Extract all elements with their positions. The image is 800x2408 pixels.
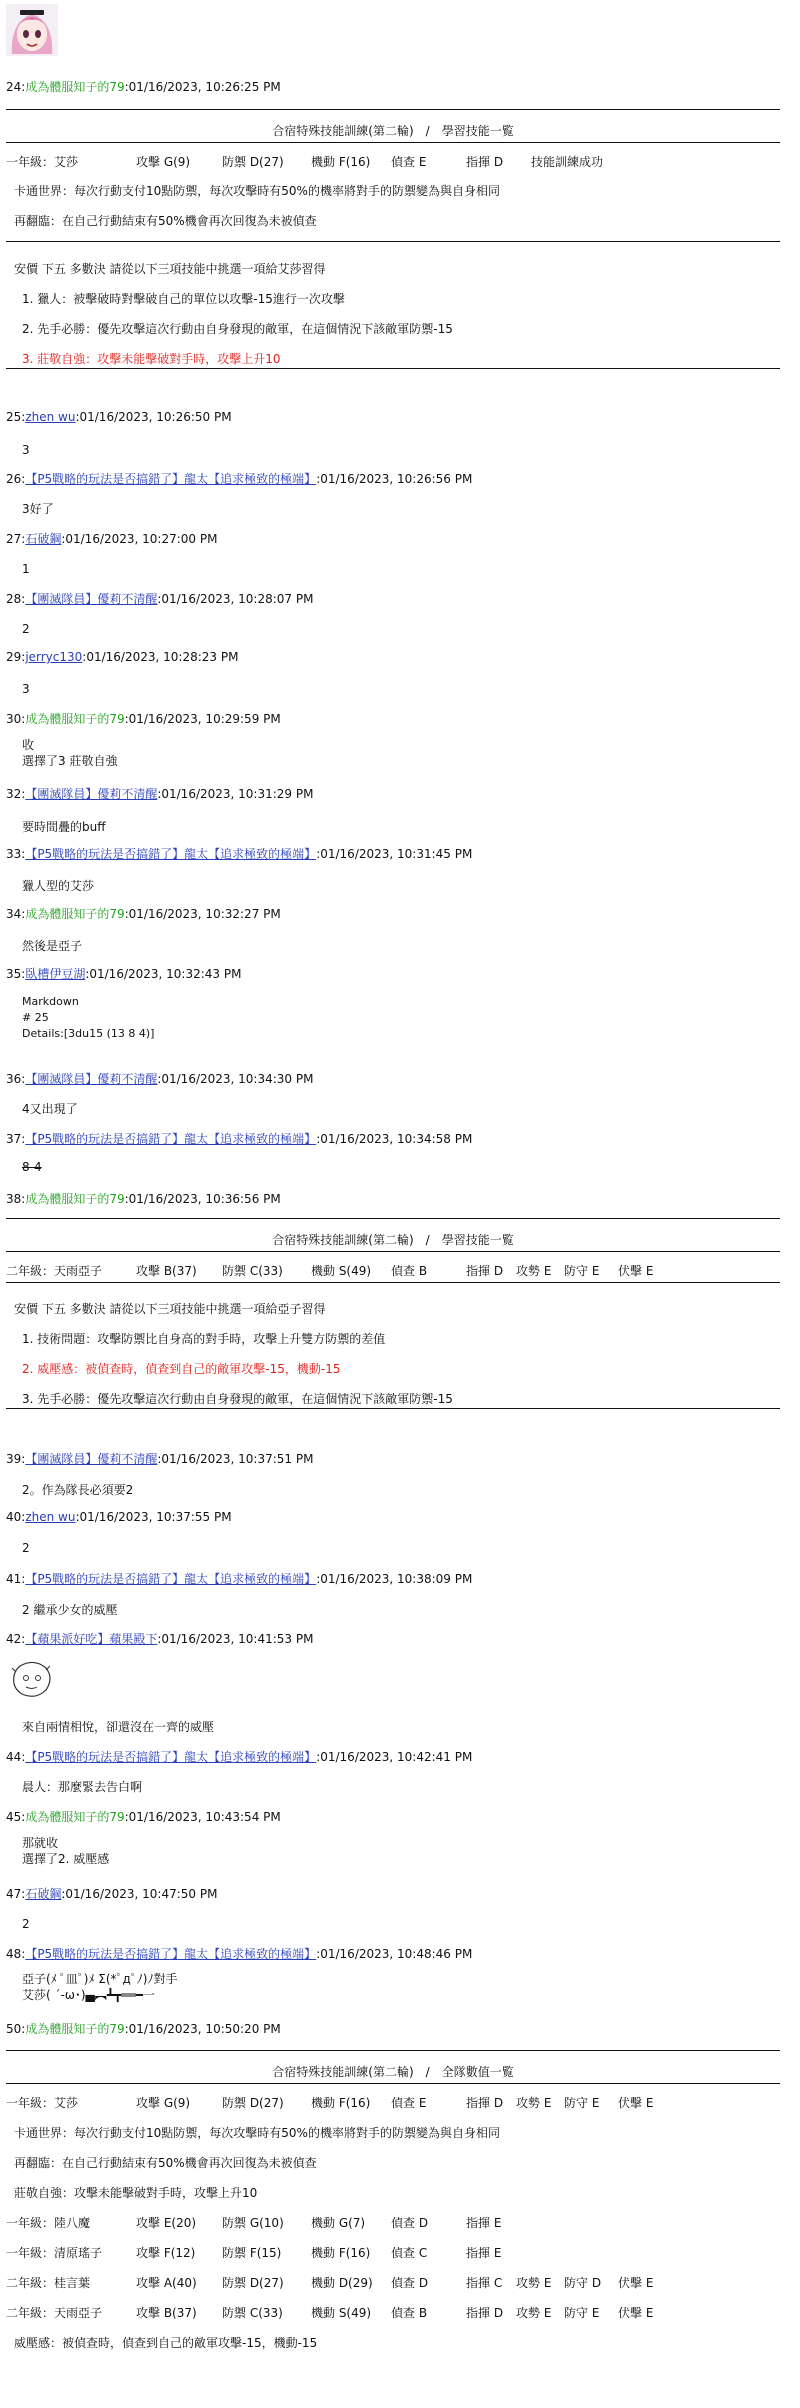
stat-command: 指揮 C bbox=[466, 2276, 503, 2290]
skill-desc: 再翻臨：在自己行動結束有50%機會再次回復為未被偵查 bbox=[14, 2156, 317, 2170]
poster-name[interactable]: 成為體服知子的79 bbox=[25, 1810, 125, 1824]
stat-defense: 防禦 D(27) bbox=[222, 2096, 284, 2110]
stat-command: 指揮 D bbox=[466, 1264, 504, 1278]
vote-option-selected: 2. 威壓感：被偵查時，偵查到自己的敵軍攻擊-15，機動-15 bbox=[22, 1362, 341, 1376]
post-header bbox=[6, 1808, 281, 1825]
post-header bbox=[6, 905, 281, 922]
post-number: 42: bbox=[6, 1632, 26, 1646]
post-number: 44: bbox=[6, 1750, 26, 1764]
post-body: 3 bbox=[22, 443, 30, 457]
vote-option-selected: 3. 莊敬自強：攻擊未能擊破對手時，攻擊上升10 bbox=[22, 352, 281, 366]
vote-intro: 安價 下五 多數決 請從以下三項技能中挑選一項給艾莎習得 bbox=[14, 262, 326, 276]
stat-mobility: 機動 F(16) bbox=[311, 2246, 371, 2260]
stat-mobility: 機動 F(16) bbox=[311, 2096, 371, 2110]
post-body: 選擇了3 莊敬自強 bbox=[22, 754, 118, 768]
stat-mobility: 機動 S(49) bbox=[311, 2306, 372, 2320]
stat-offense: 攻勢 E bbox=[516, 2306, 552, 2320]
stat-guard: 防守 E bbox=[564, 2096, 600, 2110]
skill-desc: 卡通世界：每次行動支付10點防禦，每次攻擊時有50%的機率將對手的防禦變為與自身相同 bbox=[14, 184, 500, 198]
post-header bbox=[6, 1570, 472, 1587]
post-header bbox=[6, 1190, 281, 1207]
post-number: 26: bbox=[6, 472, 26, 486]
stat-offense: 攻勢 E bbox=[516, 1264, 552, 1278]
post-number: 41: bbox=[6, 1572, 26, 1586]
post-header bbox=[6, 1070, 313, 1087]
section-title: 合宿特殊技能訓練(第二輪) / 學習技能一覧 bbox=[272, 1233, 514, 1247]
stat-command: 指揮 E bbox=[466, 2216, 502, 2230]
poster-name[interactable]: 【蘋果派好吃】蘋果殿下 bbox=[25, 1632, 158, 1646]
stat-attack: 攻擊 G(9) bbox=[136, 2096, 191, 2110]
stat-defense: 防禦 D(27) bbox=[222, 2276, 284, 2290]
post-number: 24: bbox=[6, 80, 26, 94]
stat-command: 指揮 D bbox=[466, 2306, 504, 2320]
post-body: 3好了 bbox=[22, 502, 54, 516]
stat-command: 指揮 D bbox=[466, 155, 504, 169]
post-body: 2 繼承少女的威壓 bbox=[22, 1603, 118, 1617]
stat-label: 一年級：陸八魔 bbox=[6, 2216, 91, 2230]
post-body: 亞子(ﾒ ﾟ皿ﾟ)ﾒ Σ(*ﾟдﾟﾉ)ﾉ對手 bbox=[22, 1972, 178, 1986]
post-body: 獵人型的艾莎 bbox=[22, 879, 95, 893]
post-timestamp: :01/16/2023, 10:48:46 PM bbox=[316, 1947, 473, 1961]
stat-offense: 攻勢 E bbox=[516, 2276, 552, 2290]
post-timestamp: :01/16/2023, 10:43:54 PM bbox=[124, 1810, 281, 1824]
stat-defense: 防禦 D(27) bbox=[222, 155, 284, 169]
stat-defense: 防禦 F(15) bbox=[222, 2246, 282, 2260]
post-timestamp: :01/16/2023, 10:26:25 PM bbox=[124, 80, 281, 94]
poster-name[interactable]: 【P5戰略的玩法是否搞錯了】龍太【追求極致的極端】 bbox=[25, 1947, 317, 1961]
poster-name[interactable]: zhen wu bbox=[25, 410, 76, 424]
post-body: 收 bbox=[22, 738, 35, 752]
dice-details: Details:[3du15 (13 8 4)] bbox=[22, 1027, 155, 1040]
dice-label: Markdown bbox=[22, 995, 79, 1008]
post-body: 然後是亞子 bbox=[22, 939, 83, 953]
post-header bbox=[6, 650, 238, 664]
post-timestamp: :01/16/2023, 10:47:50 PM bbox=[61, 1887, 218, 1901]
post-number: 25: bbox=[6, 410, 26, 424]
stat-recon: 偵查 B bbox=[391, 1264, 428, 1278]
stat-attack: 攻擊 B(37) bbox=[136, 2306, 197, 2320]
divider bbox=[6, 2050, 780, 2051]
post-body: 4又出現了 bbox=[22, 1102, 78, 1116]
stat-label: 一年級：艾莎 bbox=[6, 2096, 79, 2110]
post-header bbox=[6, 1945, 472, 1962]
poster-name[interactable]: jerryc130 bbox=[25, 650, 83, 664]
stat-mobility: 機動 G(7) bbox=[311, 2216, 366, 2230]
post-header bbox=[6, 1130, 472, 1147]
stat-label: 二年級：天雨亞子 bbox=[6, 1264, 103, 1278]
post-number: 29: bbox=[6, 650, 26, 664]
post-number: 45: bbox=[6, 1810, 26, 1824]
poster-name[interactable]: 【團滅隊員】優莉不清醒 bbox=[25, 1072, 158, 1086]
stat-recon: 偵查 C bbox=[391, 2246, 428, 2260]
post-number: 50: bbox=[6, 2022, 26, 2036]
vote-intro: 安價 下五 多數決 請從以下三項技能中挑選一項給亞子習得 bbox=[14, 1302, 326, 1316]
stat-mobility: 機動 D(29) bbox=[311, 2276, 373, 2290]
divider bbox=[6, 1408, 780, 1409]
post-timestamp: :01/16/2023, 10:50:20 PM bbox=[124, 2022, 281, 2036]
post-number: 39: bbox=[6, 1452, 26, 1466]
stat-recon: 偵查 B bbox=[391, 2306, 428, 2320]
post-timestamp: :01/16/2023, 10:31:45 PM bbox=[316, 847, 473, 861]
post-timestamp: :01/16/2023, 10:27:00 PM bbox=[61, 532, 218, 546]
poster-name[interactable]: 【團滅隊員】優莉不清醒 bbox=[25, 1452, 158, 1466]
post-timestamp: :01/16/2023, 10:28:07 PM bbox=[157, 592, 314, 606]
vote-option: 3. 先手必勝：優先攻擊這次行動由自身發現的敵軍，在這個情況下該敵軍防禦-15 bbox=[22, 1392, 453, 1406]
post-timestamp: :01/16/2023, 10:42:41 PM bbox=[316, 1750, 473, 1764]
post-number: 36: bbox=[6, 1072, 26, 1086]
post-body: 2 bbox=[22, 622, 30, 636]
post-timestamp: :01/16/2023, 10:36:56 PM bbox=[124, 1192, 281, 1206]
poster-name[interactable]: 【團滅隊員】優莉不清醒 bbox=[25, 787, 158, 801]
stat-recon: 偵查 D bbox=[391, 2276, 429, 2290]
stat-attack: 攻擊 F(12) bbox=[136, 2246, 196, 2260]
post-header bbox=[6, 965, 241, 982]
divider bbox=[6, 1218, 780, 1219]
post-header bbox=[6, 1748, 472, 1765]
post-timestamp: :01/16/2023, 10:38:09 PM bbox=[316, 1572, 473, 1586]
post-timestamp: :01/16/2023, 10:34:58 PM bbox=[316, 1132, 473, 1146]
post-header bbox=[6, 530, 217, 547]
post-number: 27: bbox=[6, 532, 26, 546]
post-header bbox=[6, 710, 281, 727]
post-timestamp: :01/16/2023, 10:28:23 PM bbox=[82, 650, 239, 664]
poster-name[interactable]: 【P5戰略的玩法是否搞錯了】龍太【追求極致的極端】 bbox=[25, 1132, 317, 1146]
post-header bbox=[6, 470, 472, 487]
stat-attack: 攻擊 B(37) bbox=[136, 1264, 197, 1278]
section-title: 合宿特殊技能訓練(第二輪) / 學習技能一覧 bbox=[272, 124, 514, 138]
face-sketch bbox=[6, 1660, 58, 1706]
post-header bbox=[6, 2020, 281, 2037]
post-body: 艾莎( ´-ω･)▄︻┻┳══━一 bbox=[22, 1988, 155, 2002]
poster-name[interactable]: 石破鋼 bbox=[25, 1887, 62, 1901]
post-timestamp: :01/16/2023, 10:41:53 PM bbox=[157, 1632, 314, 1646]
post-body: 選擇了2. 威壓感 bbox=[22, 1852, 110, 1866]
vote-option: 2. 先手必勝：優先攻擊這次行動由自身發現的敵軍，在這個情況下該敵軍防禦-15 bbox=[22, 322, 453, 336]
stat-command: 指揮 E bbox=[466, 2246, 502, 2260]
post-timestamp: :01/16/2023, 10:26:50 PM bbox=[75, 410, 232, 424]
post-body: 8-4 bbox=[22, 1160, 42, 1174]
poster-name[interactable]: 成為體服知子的79 bbox=[25, 1192, 125, 1206]
post-body: 要時間疊的buff bbox=[22, 820, 106, 834]
post-body: 3 bbox=[22, 682, 30, 696]
poster-name[interactable]: 成為體服知子的79 bbox=[25, 907, 125, 921]
poster-name[interactable]: 【P5戰略的玩法是否搞錯了】龍太【追求極致的極端】 bbox=[25, 472, 317, 486]
post-body: 晨人：那麼緊去告白啊 bbox=[22, 1780, 143, 1794]
post-body: 2。作為隊長必須要2 bbox=[22, 1483, 134, 1497]
post-header bbox=[6, 410, 232, 424]
skill-desc: 卡通世界：每次行動支付10點防禦，每次攻擊時有50%的機率將對手的防禦變為與自身相同 bbox=[14, 2126, 500, 2140]
post-timestamp: :01/16/2023, 10:29:59 PM bbox=[124, 712, 281, 726]
poster-name[interactable]: 【P5戰略的玩法是否搞錯了】龍太【追求極致的極端】 bbox=[25, 1572, 317, 1586]
stat-offense: 攻勢 E bbox=[516, 2096, 552, 2110]
stat-label: 二年級：天雨亞子 bbox=[6, 2306, 103, 2320]
stat-label: 一年級：艾莎 bbox=[6, 155, 79, 169]
post-timestamp: :01/16/2023, 10:37:55 PM bbox=[75, 1510, 232, 1524]
stat-recon: 偵查 D bbox=[391, 2216, 429, 2230]
stat-guard: 防守 E bbox=[564, 1264, 600, 1278]
poster-name[interactable]: 成為體服知子的79 bbox=[25, 80, 125, 94]
post-number: 28: bbox=[6, 592, 26, 606]
stat-label: 二年級：桂言葉 bbox=[6, 2276, 91, 2290]
post-timestamp: :01/16/2023, 10:32:27 PM bbox=[124, 907, 281, 921]
poster-name[interactable]: 石破鋼 bbox=[25, 532, 62, 546]
post-number: 30: bbox=[6, 712, 26, 726]
post-header bbox=[6, 1885, 217, 1902]
post-timestamp: :01/16/2023, 10:34:30 PM bbox=[157, 1072, 314, 1086]
divider bbox=[6, 1282, 780, 1283]
post-header bbox=[6, 590, 313, 607]
divider bbox=[6, 368, 780, 369]
poster-name[interactable]: 【團滅隊員】優莉不清醒 bbox=[25, 592, 158, 606]
divider bbox=[6, 109, 780, 110]
post-number: 40: bbox=[6, 1510, 26, 1524]
post-number: 35: bbox=[6, 967, 26, 981]
post-timestamp: :01/16/2023, 10:31:29 PM bbox=[157, 787, 314, 801]
post-body: 2 bbox=[22, 1917, 30, 1931]
stat-recon: 偵查 E bbox=[391, 2096, 427, 2110]
skill-desc: 再翻臨：在自己行動結束有50%機會再次回復為未被偵查 bbox=[14, 214, 317, 228]
post-header bbox=[6, 1510, 232, 1524]
stat-defense: 防禦 C(33) bbox=[222, 1264, 283, 1278]
status-note: 技能訓練成功 bbox=[531, 155, 604, 169]
post-timestamp: :01/16/2023, 10:32:43 PM bbox=[85, 967, 242, 981]
stat-ambush: 伏擊 E bbox=[618, 1264, 654, 1278]
stat-attack: 攻擊 E(20) bbox=[136, 2216, 197, 2230]
stat-ambush: 伏擊 E bbox=[618, 2096, 654, 2110]
skill-desc: 莊敬自強：攻擊未能擊破對手時，攻擊上升10 bbox=[14, 2186, 258, 2200]
divider bbox=[6, 1251, 780, 1252]
divider bbox=[6, 142, 780, 143]
stat-recon: 偵查 E bbox=[391, 155, 427, 169]
poster-name[interactable]: 成為體服知子的79 bbox=[25, 2022, 125, 2036]
stat-defense: 防禦 G(10) bbox=[222, 2216, 284, 2230]
poster-name[interactable]: 【P5戰略的玩法是否搞錯了】龍太【追求極致的極端】 bbox=[25, 847, 317, 861]
divider bbox=[6, 241, 780, 242]
poster-name[interactable]: 【P5戰略的玩法是否搞錯了】龍太【追求極致的極端】 bbox=[25, 1750, 317, 1764]
post-header bbox=[6, 78, 281, 95]
post-header bbox=[6, 845, 472, 862]
stat-guard: 防守 D bbox=[564, 2276, 602, 2290]
section-title: 合宿特殊技能訓練(第二輪) / 全隊數值一覧 bbox=[272, 2065, 514, 2079]
poster-name[interactable]: 成為體服知子的79 bbox=[25, 712, 125, 726]
vote-option: 1. 技術問題：攻擊防禦比自身高的對手時，攻擊上升雙方防禦的差值 bbox=[22, 1332, 386, 1346]
vote-option: 1. 獵人：被擊破時對擊破自己的單位以攻擊-15進行一次攻擊 bbox=[22, 292, 345, 306]
dice-id: # 25 bbox=[22, 1011, 49, 1024]
stat-ambush: 伏擊 E bbox=[618, 2276, 654, 2290]
post-number: 38: bbox=[6, 1192, 26, 1206]
post-number: 34: bbox=[6, 907, 26, 921]
stat-attack: 攻擊 A(40) bbox=[136, 2276, 197, 2290]
poster-name[interactable]: zhen wu bbox=[25, 1510, 76, 1524]
post-body: 來自兩情相悅，卻還沒在一齊的威壓 bbox=[22, 1720, 215, 1734]
post-number: 48: bbox=[6, 1947, 26, 1961]
post-body: 1 bbox=[22, 562, 30, 576]
stat-ambush: 伏擊 E bbox=[618, 2306, 654, 2320]
post-number: 32: bbox=[6, 787, 26, 801]
post-number: 37: bbox=[6, 1132, 26, 1146]
poster-name[interactable]: 臥槽伊豆湖 bbox=[25, 967, 86, 981]
divider bbox=[6, 2083, 780, 2084]
stat-attack: 攻擊 G(9) bbox=[136, 155, 191, 169]
post-header bbox=[6, 1450, 313, 1467]
post-body: 2 bbox=[22, 1541, 30, 1555]
post-number: 47: bbox=[6, 1887, 26, 1901]
stat-label: 一年級：清原瑤子 bbox=[6, 2246, 103, 2260]
avatar bbox=[6, 4, 58, 56]
stat-defense: 防禦 C(33) bbox=[222, 2306, 283, 2320]
post-body: 那就收 bbox=[22, 1836, 59, 1850]
post-number: 33: bbox=[6, 847, 26, 861]
post-timestamp: :01/16/2023, 10:37:51 PM bbox=[157, 1452, 314, 1466]
stat-guard: 防守 E bbox=[564, 2306, 600, 2320]
post-timestamp: :01/16/2023, 10:26:56 PM bbox=[316, 472, 473, 486]
post-header bbox=[6, 785, 313, 802]
post-header bbox=[6, 1630, 313, 1647]
stat-command: 指揮 D bbox=[466, 2096, 504, 2110]
skill-desc: 威壓感：被偵查時，偵查到自己的敵軍攻擊-15，機動-15 bbox=[14, 2336, 318, 2350]
stat-mobility: 機動 S(49) bbox=[311, 1264, 372, 1278]
stat-mobility: 機動 F(16) bbox=[311, 155, 371, 169]
